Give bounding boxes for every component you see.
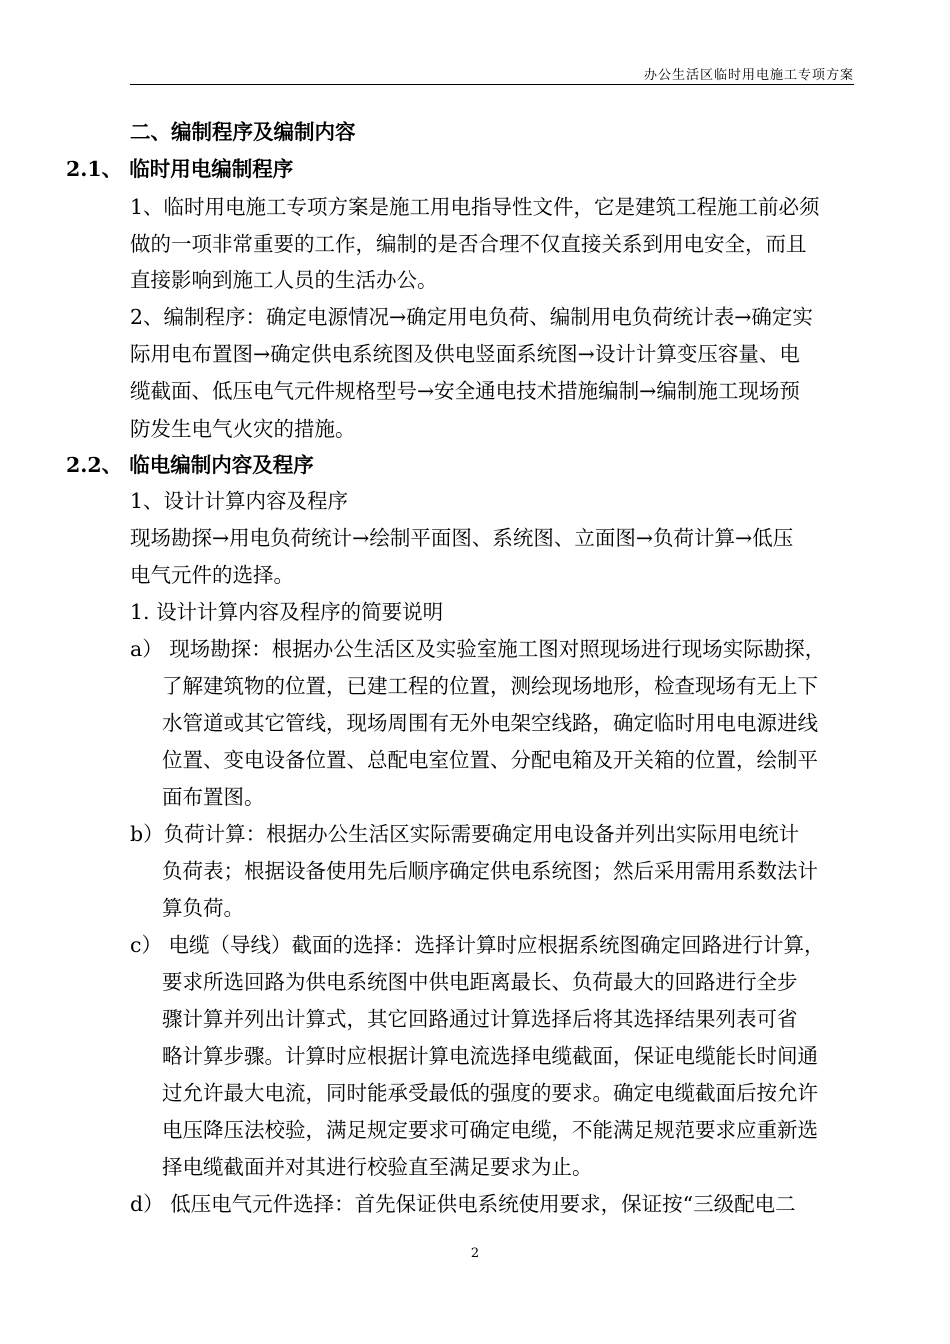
paragraph-line: 现场勘探→用电负荷统计→绘制平面图、系统图、立面图→负荷计算→低压 (130, 526, 794, 550)
subsection-heading: 2.2、 临电编制内容及程序 (66, 453, 314, 477)
numbered-item: 1. 设计计算内容及程序的简要说明 (130, 600, 444, 624)
paragraph-line: 缆截面、低压电气元件规格型号→安全通电技术措施编制→编制施工现场预 (130, 379, 800, 403)
paragraph-line: 2、编制程序：确定电源情况→确定用电负荷、编制用电负荷统计表→确定实 (130, 305, 813, 329)
paragraph-line: 1、临时用电施工专项方案是施工用电指导性文件，它是建筑工程施工前必须 (130, 195, 820, 219)
paragraph-line: 际用电布置图→确定供电系统图及供电竖面系统图→设计计算变压容量、电 (130, 342, 800, 366)
list-item-b-line: 算负荷。 (162, 896, 244, 920)
page-number: 2 (470, 1246, 480, 1261)
list-item-a-line: 面布置图。 (162, 785, 265, 809)
list-item-a-line: 了解建筑物的位置，已建工程的位置，测绘现场地形，检查现场有无上下 (162, 674, 818, 698)
paragraph-line: 电气元件的选择。 (130, 563, 294, 587)
list-item-a-line: 水管道或其它管线，现场周围有无外电架空线路，确定临时用电电源进线 (162, 711, 818, 735)
list-item-c-line: 骤计算并列出计算式，其它回路通过计算选择后将其选择结果列表可省 (162, 1007, 798, 1031)
paragraph-line: 做的一项非常重要的工作，编制的是否合理不仅直接关系到用电安全，而且 (130, 232, 807, 256)
list-item-c-line: 要求所选回路为供电系统图中供电距离最长、负荷最大的回路进行全步 (162, 970, 798, 994)
list-item-d: d） 低压电气元件选择：首先保证供电系统使用要求，保证按“三级配电二 (130, 1192, 796, 1216)
paragraph-line: 防发生电气火灾的措施。 (130, 417, 356, 441)
list-item-c-line: 略计算步骤。计算时应根据计算电流选择电缆截面，保证电缆能长时间通 (162, 1044, 818, 1068)
header-title: 办公生活区临时用电施工专项方案 (643, 68, 854, 83)
list-item-c: c） 电缆（导线）截面的选择：选择计算时应根据系统图确定回路进行计算， (130, 933, 825, 957)
list-item-c-line: 择电缆截面并对其进行校验直至满足要求为止。 (162, 1155, 593, 1179)
paragraph-line: 直接影响到施工人员的生活办公。 (130, 268, 438, 292)
list-item-a-line: 位置、变电设备位置、总配电室位置、分配电箱及开关箱的位置，绘制平 (162, 748, 818, 772)
subsection-heading: 2.1、 临时用电编制程序 (66, 157, 294, 181)
section-heading: 二、编制程序及编制内容 (130, 120, 356, 144)
list-item-c-line: 电压降压法校验，满足规定要求可确定电缆，不能满足规范要求应重新选 (162, 1118, 818, 1142)
list-item-a: a） 现场勘探：根据办公生活区及实验室施工图对照现场进行现场实际勘探， (130, 637, 826, 661)
list-item-b: b）负荷计算：根据办公生活区实际需要确定用电设备并列出实际用电统计 (130, 822, 800, 846)
list-item-b-line: 负荷表；根据设备使用先后顺序确定供电系统图；然后采用需用系数法计 (162, 859, 818, 883)
header-divider (130, 84, 854, 85)
list-item-c-line: 过允许最大电流，同时能承受最低的强度的要求。确定电缆截面后按允许 (162, 1081, 818, 1105)
paragraph-line: 1、设计计算内容及程序 (130, 489, 349, 513)
